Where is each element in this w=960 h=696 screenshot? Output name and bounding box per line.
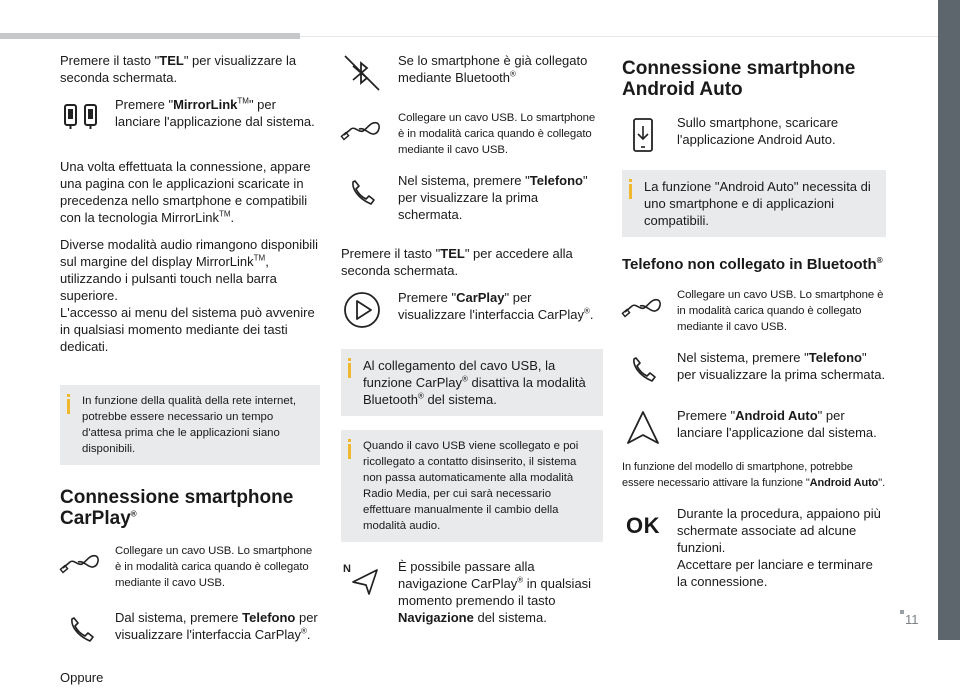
svg-text:N: N	[343, 563, 351, 575]
android-auto-text: Premere "Android Auto" per lanciare l'applicazione dal sistema.	[677, 408, 877, 440]
heading-no-bluetooth: Telefono non collegato in Bluetooth®	[622, 256, 883, 273]
info-icon	[348, 439, 351, 459]
info-note-internet	[60, 385, 320, 465]
info-note-text: Al collegamento del cavo USB, la funzione CarPlay® disattiva la modalità Bluetooth® del sistema.	[363, 358, 586, 407]
smartphone-download-icon	[622, 114, 664, 156]
column-2	[341, 52, 603, 638]
phone-icon	[622, 349, 664, 391]
telefono-step-carplay	[60, 609, 320, 649]
ok-text: Durante la procedura, appaiono più schermate associate ad alcune funzioni. Accettare per lanciare e terminare la connessione.	[677, 506, 881, 589]
android-auto-step	[622, 407, 886, 447]
info-icon	[629, 179, 632, 199]
usb-step-col2	[341, 110, 603, 158]
model-note: In funzione del modello di smartphone, potrebbe essere necessario attivare la funzione "Android Auto".	[622, 461, 886, 489]
instruction-tel-col2: Premere il tasto "TEL" per accedere alla seconda schermata.	[341, 246, 573, 278]
usb-cable-icon	[341, 110, 383, 152]
info-note-text: Quando il cavo USB viene scollegato e poi ricollegato a contatto disinserito, il sistema non passa automaticamente alla modalità Radio Media, per cui sarà necessario effettuare manualmente il cambio della modalità audio.	[363, 440, 579, 532]
info-note-usb	[341, 349, 603, 416]
navigation-step	[341, 558, 603, 626]
telefono-text: Nel sistema, premere "Telefono" per visualizzare la prima schermata.	[677, 350, 886, 382]
top-rule	[0, 33, 300, 39]
mirrorlink-icon	[60, 96, 102, 138]
download-step	[622, 114, 886, 154]
navigation-text: È possibile passare alla navigazione CarPlay® in qualsiasi momento premendo il tasto Navigazione del sistema.	[398, 559, 592, 625]
heading-carplay: Connessione smartphone CarPlay®	[60, 487, 294, 529]
info-note-radio	[341, 430, 603, 542]
info-note-text: La funzione "Android Auto" necessita di uno smartphone e di applicazioni compatibili.	[644, 179, 871, 228]
play-icon	[341, 289, 383, 331]
usb-cable-icon	[622, 287, 664, 329]
oppure-text: Oppure	[60, 670, 104, 685]
mirrorlink-text: Premere "MirrorLink™" per lanciare l'applicazione dal sistema.	[115, 96, 315, 129]
telefono-text: Nel sistema, premere "Telefono" per visualizzare la prima schermata.	[398, 173, 588, 222]
mirrorlink-step	[60, 96, 320, 136]
usb-text: Collegare un cavo USB. Lo smartphone è in modalità carica quando è collegato mediante il cavo USB.	[677, 289, 884, 333]
carplay-text: Premere "CarPlay" per visualizzare l'interfaccia CarPlay®.	[398, 290, 594, 322]
usb-step-col3	[622, 287, 886, 335]
top-decoration	[0, 0, 938, 40]
info-icon	[348, 358, 351, 378]
android-auto-icon	[622, 407, 664, 449]
footer-dot	[900, 610, 904, 614]
telefono-step-col2	[341, 172, 603, 223]
info-icon	[67, 394, 70, 414]
connection-info: Una volta effettuata la connessione, appare una pagina con le applicazioni scaricate in precedenza nello smartphone e compatibili con la tecnologia MirrorLink™.	[60, 159, 311, 225]
column-1	[60, 52, 320, 696]
usb-step-carplay	[60, 543, 320, 591]
side-strip	[938, 0, 960, 640]
column-3	[622, 58, 886, 602]
info-note-text: In funzione della qualità della rete internet, potrebbe essere necessario un tempo d'attesa prima che le applicazioni siano disponibili.	[82, 395, 297, 455]
navigation-icon	[341, 558, 383, 600]
telefono-step-col3	[622, 349, 886, 389]
usb-text: Collegare un cavo USB. Lo smartphone è in modalità carica quando è collegato mediante il cavo USB.	[398, 112, 596, 156]
ok-step	[622, 505, 886, 590]
phone-icon	[60, 609, 102, 651]
top-rule-thin	[300, 36, 938, 37]
ok-icon: OK	[626, 513, 660, 538]
telefono-text: Dal sistema, premere Telefono per visualizzare l'interfaccia CarPlay®.	[115, 610, 318, 642]
usb-cable-icon	[60, 543, 102, 585]
audio-modes-info: Diverse modalità audio rimangono disponibili sul margine del display MirrorLink™, utilizzando i pulsanti touch nella barra superiore. L'accesso ai menu del sistema può avvenire in qualsiasi momento mediante dei tasti dedicati.	[60, 237, 318, 354]
info-note-android	[622, 170, 886, 237]
bluetooth-text: Se lo smartphone è già collegato mediante Bluetooth®	[398, 53, 588, 85]
instruction-tel: Premere il tasto "TEL" per visualizzare la seconda schermata.	[60, 53, 297, 85]
usb-text: Collegare un cavo USB. Lo smartphone è in modalità carica quando è collegato mediante il cavo USB.	[115, 545, 313, 589]
carplay-step	[341, 289, 603, 329]
heading-android-auto: Connessione smartphone Android Auto	[622, 58, 856, 100]
bluetooth-step	[341, 52, 603, 92]
phone-icon	[341, 172, 383, 214]
bluetooth-icon	[341, 52, 383, 94]
download-text: Sullo smartphone, scaricare l'applicazione Android Auto.	[677, 115, 839, 147]
page-number: 11	[905, 612, 919, 627]
